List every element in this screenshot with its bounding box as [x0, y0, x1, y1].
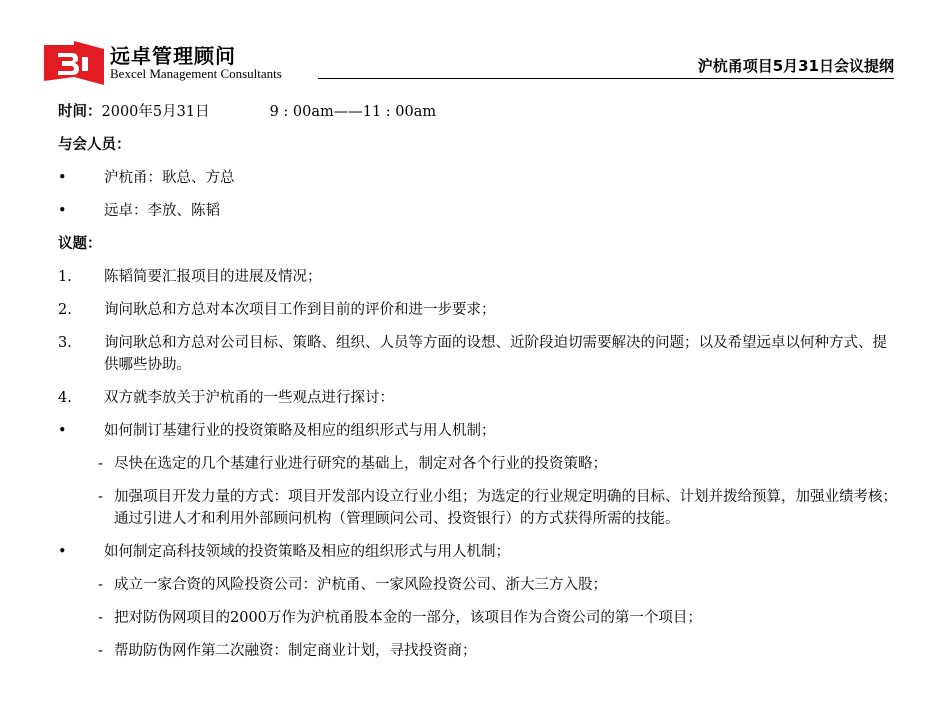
topic-text: 如何制订基建行业的投资策略及相应的组织形式与用人机制；	[104, 423, 496, 439]
dash: -	[98, 610, 103, 626]
attendee-text: 沪杭甬：耿总、方总	[104, 170, 235, 186]
agenda-text: 双方就李放关于沪杭甬的一些观点进行探讨：	[104, 390, 394, 406]
bullet: •	[58, 544, 67, 560]
agenda-number: 4.	[58, 390, 72, 406]
attendee-item	[58, 167, 898, 189]
sub-text: 尽快在选定的几个基建行业进行研究的基础上，制定对各个行业的投资策略；	[114, 456, 607, 472]
dash: -	[98, 489, 103, 505]
brand-name-cn: 远卓管理顾问	[110, 44, 236, 68]
topic-text: 如何制定高科技领域的投资策略及相应的组织形式与用人机制；	[104, 544, 510, 560]
agenda-text: 询问耿总和方总对本次项目工作到目前的评价和进一步要求；	[104, 302, 496, 318]
agenda-number: 3.	[58, 335, 72, 351]
agenda-number: 1.	[58, 269, 72, 285]
bullet: •	[58, 423, 67, 439]
meeting-outline	[58, 101, 898, 673]
brand-name-en: Bexcel Management Consultants	[110, 66, 282, 81]
topic-sub-item	[98, 486, 898, 530]
bullet: •	[58, 203, 67, 219]
agenda-number: 2.	[58, 302, 72, 318]
bullet: •	[58, 170, 67, 186]
attendee-item	[58, 200, 898, 222]
topic-sub-item	[98, 574, 898, 596]
meeting-time-range: 9 : 00am——11 : 00am	[269, 104, 437, 120]
sub-text: 成立一家合资的风险投资公司：沪杭甬、一家风险投资公司、浙大三方入股；	[114, 577, 607, 593]
agenda-text: 陈韬简要汇报项目的进展及情况；	[104, 269, 322, 285]
bexcel-logo-icon	[44, 41, 104, 85]
sub-text: 把对防伪网项目的2000万作为沪杭甬股本金的一部分，该项目作为合资公司的第一个项目；	[114, 610, 702, 626]
topic-item	[58, 420, 898, 442]
document-title: 沪杭甬项目5月31日会议提纲	[697, 57, 894, 75]
dash: -	[98, 577, 103, 593]
agenda-item	[58, 387, 898, 409]
time-label: 时间：	[58, 104, 102, 120]
topic-item	[58, 541, 898, 563]
meeting-date: 2000年5月31日	[101, 104, 210, 120]
attendees-label: 与会人员：	[58, 137, 131, 153]
sub-text: 加强项目开发力量的方式：项目开发部内设立行业小组；为选定的行业规定明确的目标、计划并拨给预算，加强业绩考核；通过引进人才和利用外部顾问机构（管理顾问公司、投资银行）的方式获得所需的技能。	[114, 489, 897, 527]
header-divider	[318, 78, 894, 79]
topic-sub-item	[98, 453, 898, 475]
attendee-text: 远卓：李放、陈韬	[104, 203, 220, 219]
topic-sub-item	[98, 640, 898, 662]
agenda-item	[58, 266, 898, 288]
agenda-item	[58, 299, 898, 321]
sub-text: 帮助防伪网作第二次融资：制定商业计划，寻找投资商；	[114, 643, 477, 659]
agenda-item	[58, 332, 898, 376]
dash: -	[98, 456, 103, 472]
topic-sub-item	[98, 607, 898, 629]
dash: -	[98, 643, 103, 659]
meeting-time-row	[58, 101, 898, 123]
page-header	[0, 0, 950, 90]
agenda-label: 议题：	[58, 236, 102, 252]
agenda-text: 询问耿总和方总对公司目标、策略、组织、人员等方面的设想、近阶段迫切需要解决的问题；以及希望远卓以何种方式、提供哪些协助。	[104, 335, 887, 373]
